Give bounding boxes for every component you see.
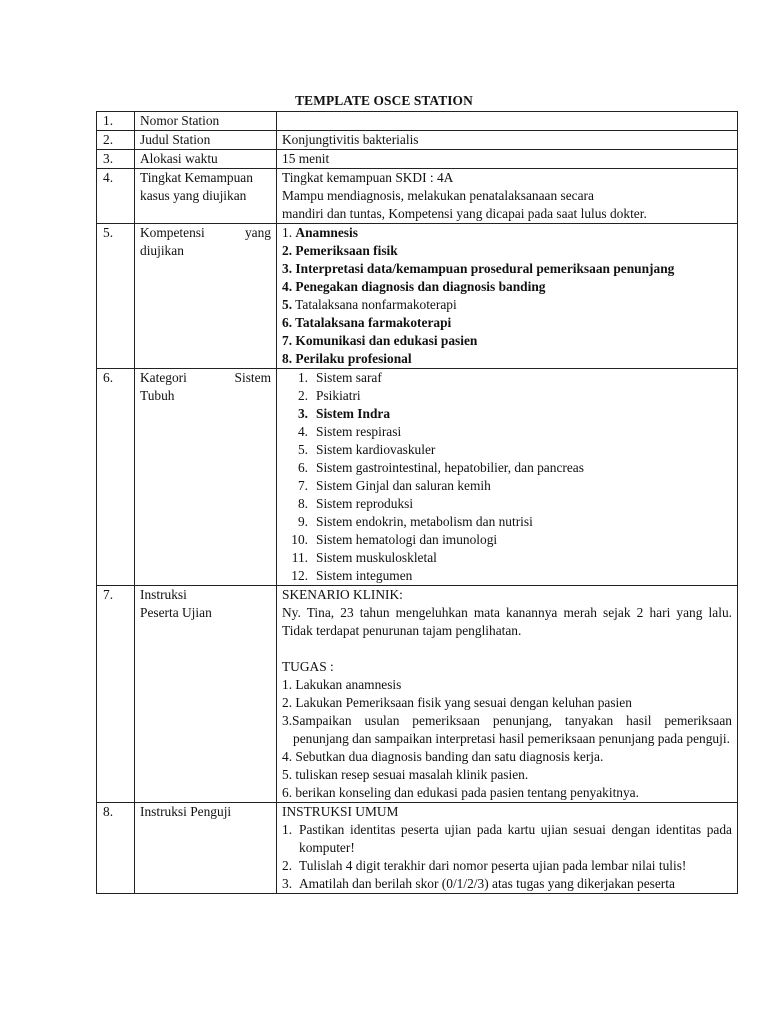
list-item: 12. Sistem integumen bbox=[291, 568, 413, 583]
label-line: Kompetensi yang bbox=[140, 225, 271, 240]
competency-item: 7. Komunikasi dan edukasi pasien bbox=[282, 333, 478, 348]
table-row-8 bbox=[97, 803, 738, 894]
row-number: 2. bbox=[97, 131, 135, 150]
list-item: 6. Sistem gastrointestinal, hepatobilier, dan pancreas bbox=[297, 460, 584, 475]
list-item: 9. Sistem endokrin, metabolism dan nutrisi bbox=[297, 514, 533, 529]
competency-list bbox=[277, 224, 738, 369]
table-row-1 bbox=[97, 112, 738, 131]
label-line: Instruksi bbox=[140, 587, 187, 602]
tasks-heading: TUGAS : bbox=[282, 659, 334, 674]
list-item: 8. Sistem reproduksi bbox=[297, 496, 414, 511]
table-row-7 bbox=[97, 586, 738, 803]
row-label: Alokasi waktu bbox=[135, 150, 277, 169]
row-value bbox=[277, 112, 738, 131]
skdi-description-line: mandiri dan tuntas, Kompetensi yang dicapai pada saat lulus dokter. bbox=[282, 206, 647, 221]
row-label bbox=[135, 169, 277, 224]
row-label: Judul Station bbox=[135, 131, 277, 150]
task-item: 4. Sebutkan dua diagnosis banding dan satu diagnosis kerja. bbox=[282, 749, 604, 764]
list-item: 10. Sistem hematologi dan imunologi bbox=[291, 532, 498, 547]
task-item: 5. tuliskan resep sesuai masalah klinik pasien. bbox=[282, 767, 529, 782]
competency-item: 1. Anamnesis bbox=[282, 225, 358, 240]
table-row-5 bbox=[97, 224, 738, 369]
row-number: 8. bbox=[97, 803, 135, 894]
instruction-item: 1. Pastikan identitas peserta ujian pada kartu ujian sesuai dengan identitas pada komputer! bbox=[282, 822, 732, 855]
competency-item: 5. Tatalaksana nonfarmakoterapi bbox=[282, 297, 457, 312]
row-label: Nomor Station bbox=[135, 112, 277, 131]
task-item: 3.Sampaikan usulan pemeriksaan penunjang, tanyakan hasil pemeriksaan penunjang dan sampaikan interpretasi hasil pemeriksaan penunjang pada penguji. bbox=[282, 713, 732, 746]
label-line: Tubuh bbox=[140, 388, 175, 403]
row-label: Instruksi Penguji bbox=[135, 803, 277, 894]
label-line: Kategori Sistem bbox=[140, 370, 271, 385]
row-label bbox=[135, 369, 277, 586]
label-line: kasus yang diujikan bbox=[140, 188, 247, 203]
row-number: 1. bbox=[97, 112, 135, 131]
row-number: 4. bbox=[97, 169, 135, 224]
instruction-item: 3. Amatilah dan berilah skor (0/1/2/3) atas tugas yang dikerjakan peserta bbox=[282, 876, 675, 891]
list-item: 4. Sistem respirasi bbox=[297, 424, 402, 439]
participant-instructions bbox=[277, 586, 738, 803]
list-item: 5. Sistem kardiovaskuler bbox=[297, 442, 436, 457]
row-number: 7. bbox=[97, 586, 135, 803]
competency-item: 2. Pemeriksaan fisik bbox=[282, 243, 398, 258]
list-item: 11. Sistem muskuloskletal bbox=[291, 550, 437, 565]
time-allocation-value: 15 menit bbox=[277, 150, 738, 169]
list-item-selected: 3. Sistem Indra bbox=[297, 406, 391, 421]
row-number: 3. bbox=[97, 150, 135, 169]
station-title-value: Konjungtivitis bakterialis bbox=[277, 131, 738, 150]
row-label bbox=[135, 224, 277, 369]
row-label bbox=[135, 586, 277, 803]
list-item: 1. Sistem saraf bbox=[297, 370, 382, 385]
row-number: 5. bbox=[97, 224, 135, 369]
task-item: 6. berikan konseling dan edukasi pada pasien tentang penyakitnya. bbox=[282, 785, 639, 800]
label-line: Peserta Ujian bbox=[140, 605, 212, 620]
label-line: Tingkat Kemampuan bbox=[140, 170, 253, 185]
row-number: 6. bbox=[97, 369, 135, 586]
label-line: diujikan bbox=[140, 243, 184, 258]
body-system-list bbox=[277, 369, 738, 586]
scenario-heading: SKENARIO KLINIK: bbox=[282, 587, 403, 602]
competency-item: 3. Interpretasi data/kemampuan prosedural pemeriksaan penunjang bbox=[282, 261, 675, 276]
skdi-description-line: Mampu mendiagnosis, melakukan penatalaksanaan secara bbox=[282, 188, 594, 203]
table-row-2 bbox=[97, 131, 738, 150]
table-row-6 bbox=[97, 369, 738, 586]
competency-item: 6. Tatalaksana farmakoterapi bbox=[282, 315, 452, 330]
document-title: TEMPLATE OSCE STATION bbox=[295, 93, 473, 108]
competency-item: 8. Perilaku profesional bbox=[282, 351, 412, 366]
scenario-text: Ny. Tina, 23 tahun mengeluhkan mata kanannya merah sejak 2 hari yang lalu. Tidak terdapat penurunan tajam penglihatan. bbox=[282, 605, 732, 638]
skdi-level-text: Tingkat kemampuan SKDI : 4A bbox=[282, 170, 454, 185]
list-item: 7. Sistem Ginjal dan saluran kemih bbox=[297, 478, 491, 493]
examiner-instructions bbox=[277, 803, 738, 894]
task-item: 1. Lakukan anamnesis bbox=[282, 677, 402, 692]
table-row-4 bbox=[97, 169, 738, 224]
task-item: 2. Lakukan Pemeriksaan fisik yang sesuai dengan keluhan pasien bbox=[282, 695, 632, 710]
list-item: 2. Psikiatri bbox=[297, 388, 361, 403]
spacer bbox=[282, 640, 732, 658]
osce-station-table bbox=[96, 111, 738, 894]
general-instructions-heading: INSTRUKSI UMUM bbox=[282, 804, 399, 819]
table-row-3 bbox=[97, 150, 738, 169]
skdi-level-cell bbox=[277, 169, 738, 224]
instruction-item: 2. Tulislah 4 digit terakhir dari nomor peserta ujian pada lembar nilai tulis! bbox=[282, 858, 687, 873]
competency-item: 4. Penegakan diagnosis dan diagnosis banding bbox=[282, 279, 546, 294]
